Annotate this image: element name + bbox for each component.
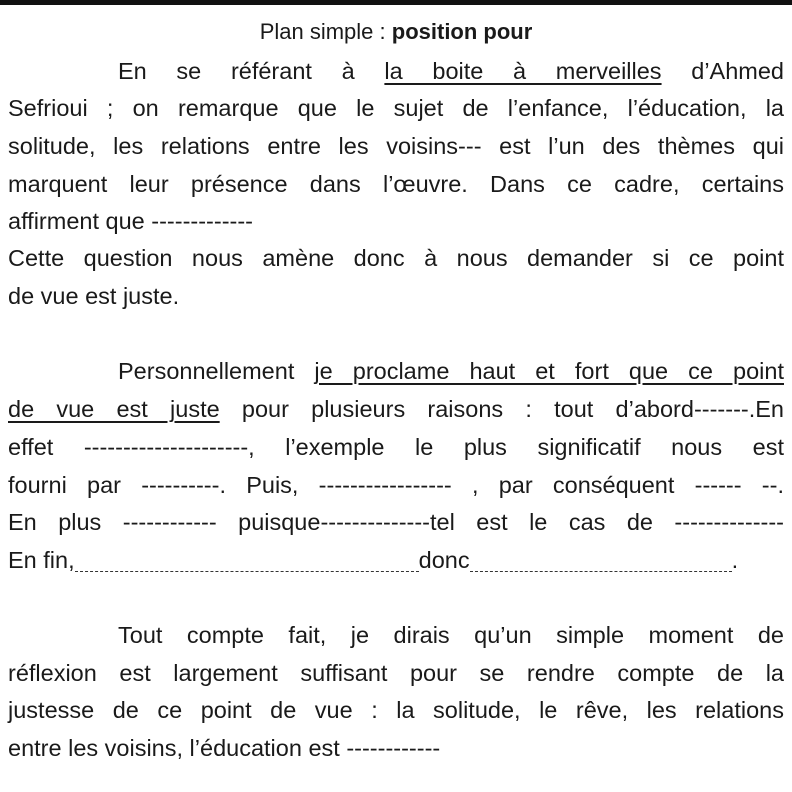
p2-line-6-start: En fin, (8, 547, 75, 573)
p2-line-2-text: pour plusieurs raisons : tout d’abord-------.En (219, 396, 784, 422)
p2-line-1-text: Personnellement (118, 358, 315, 384)
page-title (0, 19, 792, 45)
p2-line-4: fourni par ----------. Puis, ----------------- , par conséquent ------ --. (8, 472, 784, 498)
title-bold: position pour (391, 19, 533, 44)
p1-line-1-text: En se référant à (118, 58, 385, 84)
p2-line-6 (8, 545, 784, 575)
p1-line-4: marquent leur présence dans l’œuvre. Dans ce cadre, certains (8, 171, 784, 197)
p2-line-1 (118, 356, 784, 386)
p1-line-5: affirment que ------------- (8, 208, 253, 234)
p1-line-3: solitude, les relations entre les voisins--- est l’un des thèmes qui (8, 133, 784, 159)
p2-underlined-claim-end: de vue est juste (8, 396, 220, 422)
p3-line-1: Tout compte fait, je dirais qu’un simple moment de (118, 622, 784, 648)
book-title: la boite à merveilles (384, 58, 662, 84)
blank-line-2 (470, 549, 732, 572)
p2-underlined-claim: je proclame haut et fort que ce point (314, 358, 784, 384)
p1-line-1 (118, 56, 784, 86)
p1-line-1-author: d’Ahmed (661, 58, 785, 84)
p1-line-6: Cette question nous amène donc à nous demander si ce point (8, 245, 784, 271)
p2-line-3: effet ---------------------, l’exemple le plus significatif nous est (8, 434, 784, 460)
blank-line-1 (75, 549, 419, 572)
p3-line-3: justesse de ce point de vue : la solitude, le rêve, les relations (8, 697, 784, 723)
p2-line-6-donc: donc (418, 547, 470, 573)
p3-line-2: réflexion est largement suffisant pour se rendre compte de la (8, 660, 784, 686)
p2-line-2 (8, 394, 784, 424)
p1-line-7: de vue est juste. (8, 283, 180, 309)
title-prefix: Plan simple : (259, 19, 392, 44)
p2-line-5: En plus ------------ puisque--------------tel est le cas de -------------- (8, 509, 784, 535)
top-border (0, 0, 792, 5)
p1-line-2: Sefrioui ; on remarque que le sujet de l’enfance, l’éducation, la (8, 95, 784, 121)
p2-line-6-end: . (731, 547, 739, 573)
p3-line-4: entre les voisins, l’éducation est ------------ (8, 735, 441, 761)
